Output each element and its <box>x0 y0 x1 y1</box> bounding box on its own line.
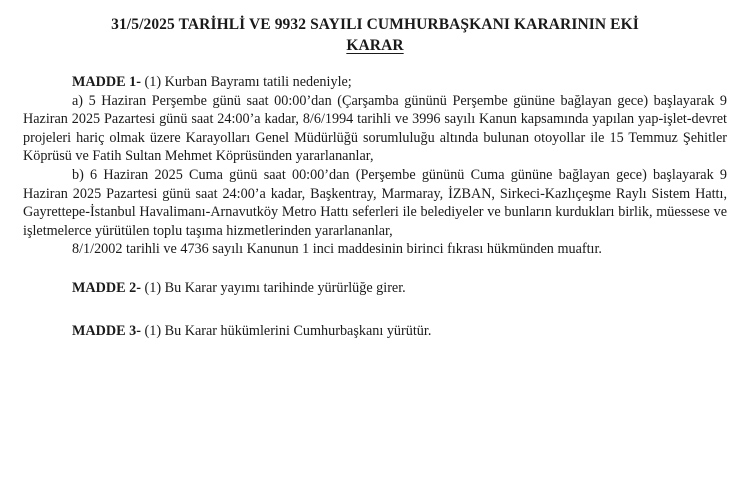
title-line-1: 31/5/2025 TARİHLİ VE 9932 SAYILI CUMHURBAŞKANI KARARININ EKİ <box>111 16 639 33</box>
title-line-2: KARAR <box>346 37 404 54</box>
madde-1-item-a: a) 5 Haziran Perşembe günü saat 00:00’dan (Çarşamba gününü Perşembe gününe bağlayan gece) başlayarak 9 Haziran 2025 Pazartesi günü saat 24:00’a kadar, 8/6/1994 tarihli ve 3996 sayılı Kanun kapsamında yapılan yap-işlet-devret projeleri hariç olmak üzere Karayolları Genel Müdürlüğü sorumluluğu altında bulunan otoyollar ile 15 Temmuz Şehitler Köprüsü ve Fatih Sultan Mehmet Köprüsünden yararlananlar, <box>23 92 727 165</box>
madde-1-label: MADDE 1- <box>72 74 141 90</box>
document-body <box>23 73 727 340</box>
madde-3 <box>23 322 727 341</box>
madde-3-label: MADDE 3- <box>72 322 141 339</box>
madde-1-item-b: b) 6 Haziran 2025 Cuma günü saat 00:00’dan (Perşembe gününü Cuma gününe bağlayan gece) başlayarak 9 Haziran 2025 Pazartesi günü saat 24:00’a kadar, Başkentray, Marmaray, İZBAN, Sirkeci-Kazlıçeşme Raylı Sistem Hattı, Gayrettepe-İstanbul Havalimanı-Arnavutköy Metro Hattı seferleri ile belediyeler ve bunların kurdukları birlik, müessese ve işletmelerce yürütülen toplu taşıma hizmetlerinden yararlananlar, <box>23 166 727 239</box>
document-title <box>23 14 727 56</box>
madde-1-intro <box>23 73 727 92</box>
madde-2-label: MADDE 2- <box>72 279 141 296</box>
madde-2 <box>23 279 727 298</box>
decree-document <box>23 14 727 340</box>
madde-1-closing: 8/1/2002 tarihli ve 4736 sayılı Kanunun 1 inci maddesinin birinci fıkrası hükmünden muaftır. <box>72 241 602 258</box>
madde-2-text: (1) Bu Karar yayımı tarihinde yürürlüğe girer. <box>140 279 406 296</box>
madde-1-intro-text: (1) Kurban Bayramı tatili nedeniyle; <box>140 74 352 90</box>
madde-3-text: (1) Bu Karar hükümlerini Cumhurbaşkanı yürütür. <box>140 322 432 339</box>
